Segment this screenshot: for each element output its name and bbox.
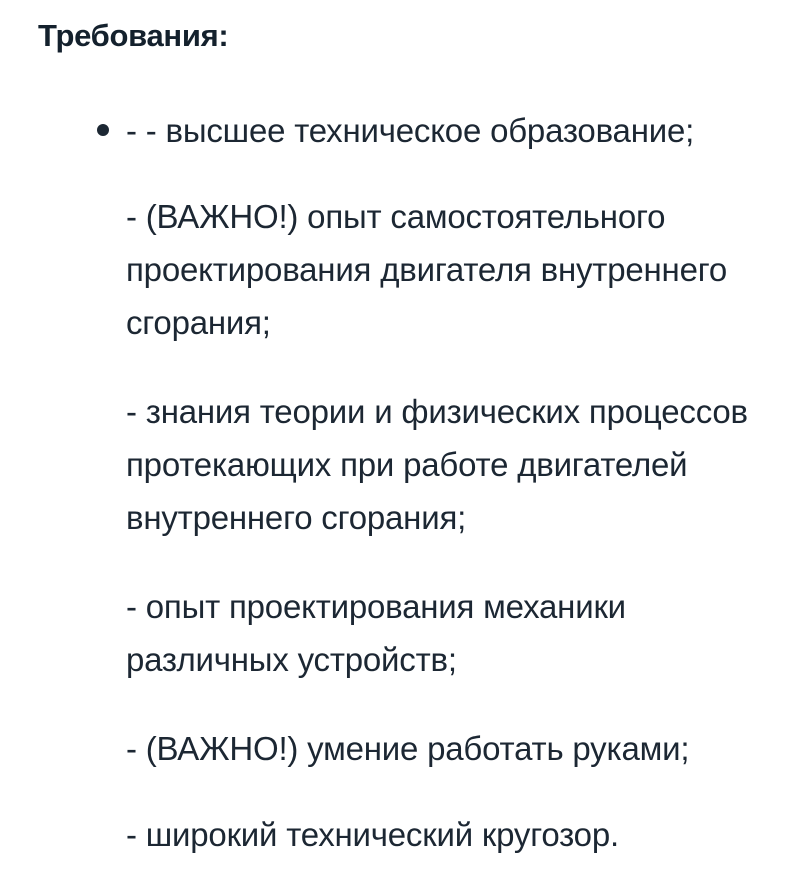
section-heading: Требования: [38,18,229,53]
bullet-icon [97,124,109,136]
requirement-item: - широкий технический кругозор. [126,816,619,853]
requirement-item: - знания теории и физических процессов протекающих при работе двигателей внутреннего сгорания; [126,393,748,536]
requirement-item: - (ВАЖНО!) опыт самостоятельного проектирования двигателя внутреннего сгорания; [126,198,727,341]
requirement-item: - (ВАЖНО!) умение работать руками; [126,730,690,767]
requirement-item: - - высшее техническое образование; [126,112,695,149]
requirement-item: - опыт проектирования механики различных устройств; [126,588,626,678]
